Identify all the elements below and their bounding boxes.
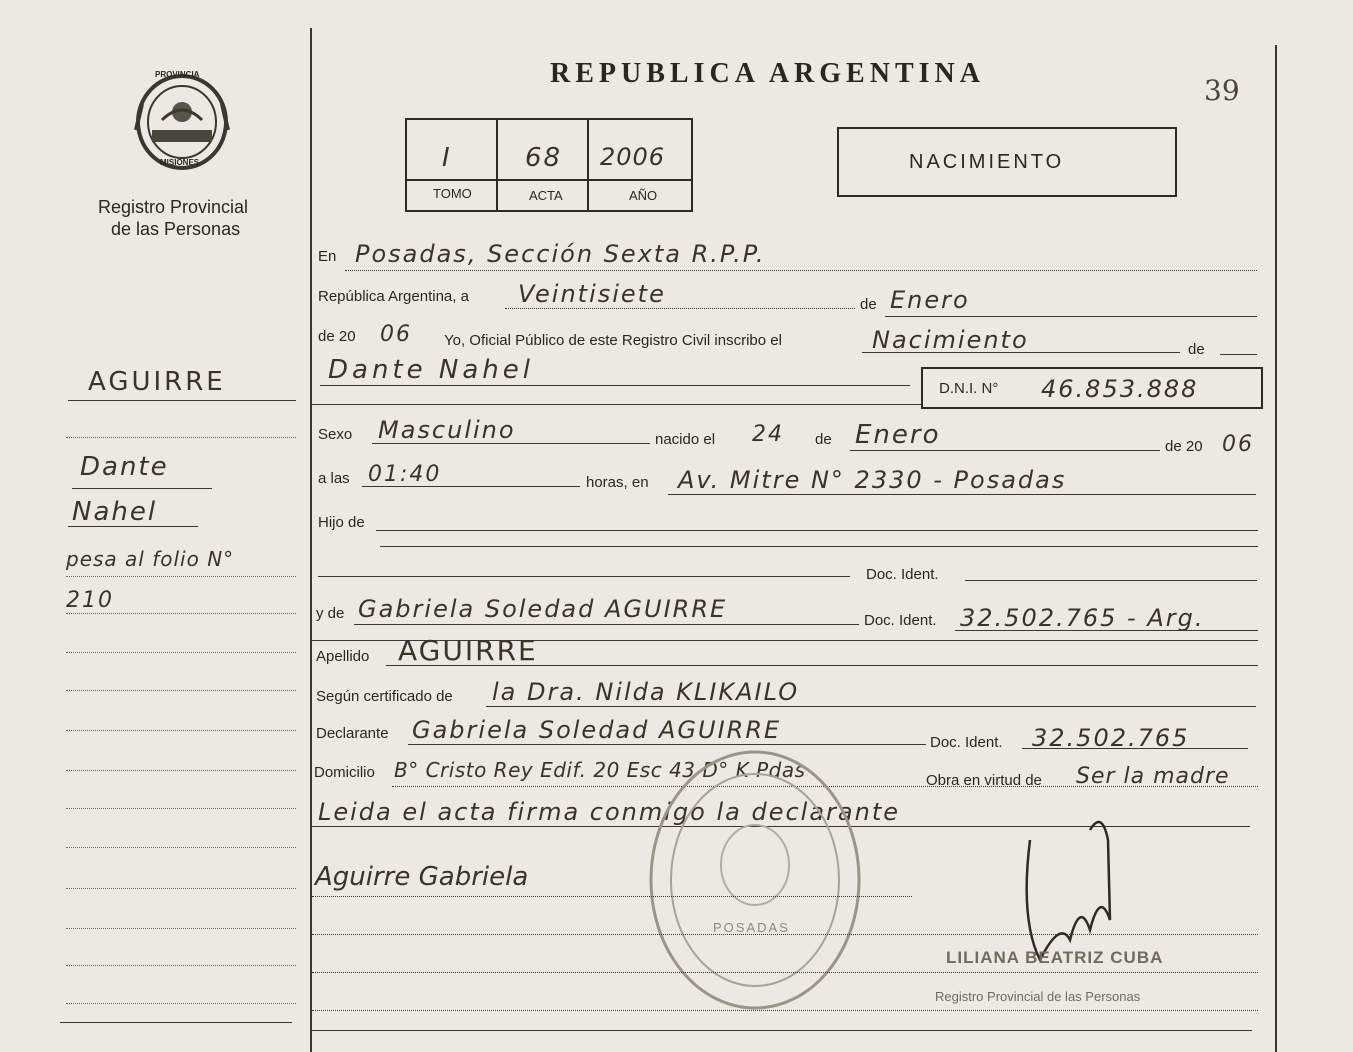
seal-top-text: PROVINCIA <box>155 70 200 79</box>
mes-value: Enero <box>890 286 970 314</box>
margin-name1: Dante <box>80 452 169 482</box>
margin-folio: 210 <box>66 588 114 613</box>
nacido-mes: Enero <box>855 420 941 450</box>
registry-name-line2: de las Personas <box>111 219 241 239</box>
certificado-value: la Dra. Nilda KLIKAILO <box>492 678 800 706</box>
doc-ident-label: Doc. Ident. <box>866 566 939 583</box>
alas-label: a las <box>318 470 350 487</box>
record-type-box <box>837 127 1177 197</box>
inscribo-value: Nacimiento <box>872 326 1029 354</box>
page-number: 39 <box>1204 74 1240 107</box>
oficial-text: Yo, Oficial Público de este Registro Civil inscribo el <box>444 332 782 349</box>
madre-doc: 32.502.765 - Arg. <box>960 604 1205 632</box>
segun-label: Según certificado de <box>316 688 453 705</box>
sexo-label: Sexo <box>318 426 353 443</box>
nacido-anio: 06 <box>1222 432 1254 457</box>
declarante-value: Gabriela Soledad AGUIRRE <box>412 716 782 744</box>
horas-label: horas, en <box>586 474 649 491</box>
anio-value: 2006 <box>600 143 666 171</box>
nacido-label: nacido el <box>655 431 716 448</box>
declarante-doc: 32.502.765 <box>1032 724 1190 752</box>
nombre-value: Dante Nahel <box>328 355 534 385</box>
leida-value: Leida el acta firma conmigo la declarante <box>318 798 901 826</box>
sexo-value: Masculino <box>378 416 516 444</box>
seal-bottom-text: MISIONES <box>160 158 200 167</box>
de20b-label: de 20 <box>1165 438 1203 455</box>
de20-label: de 20 <box>318 328 356 345</box>
domicilio-value: B° Cristo Rey Edif. 20 Esc 43 D° K Pdas <box>394 758 806 782</box>
apellido-value: AGUIRRE <box>398 634 538 667</box>
republica-label: República Argentina, a <box>318 288 469 305</box>
dni-box <box>921 367 1263 409</box>
official-stamp <box>645 745 865 1015</box>
en-label: En <box>318 248 337 265</box>
country-heading: REPUBLICA ARGENTINA <box>550 58 985 89</box>
en-value: Posadas, Sección Sexta R.P.P. <box>355 240 766 268</box>
doc-ident-label3: Doc. Ident. <box>930 734 1003 751</box>
nacido-dia: 24 <box>752 422 784 447</box>
anio-label: AÑO <box>629 188 658 203</box>
doc-ident-label2: Doc. Ident. <box>864 612 937 629</box>
dia-value: Veintisiete <box>518 280 666 308</box>
dni-value: 46.853.888 <box>1041 375 1199 403</box>
official-name: LILIANA BEATRIZ CUBA <box>946 948 1164 967</box>
apellido-label: Apellido <box>316 648 370 665</box>
de3-label: de <box>815 431 832 448</box>
margin-note: pesa al folio N° <box>66 547 235 571</box>
right-border-rule <box>1275 45 1277 1052</box>
left-margin-rule <box>310 28 312 1052</box>
acta-value: 68 <box>525 143 563 173</box>
lugar-value: Av. Mitre N° 2330 - Posadas <box>678 466 1067 494</box>
dni-label: D.N.I. N° <box>939 380 999 397</box>
tomo-label: TOMO <box>433 186 472 201</box>
margin-surname: AGUIRRE <box>88 367 226 397</box>
record-id-table <box>405 118 693 212</box>
registry-name-line1: Registro Provincial <box>98 197 249 217</box>
record-type-label: NACIMIENTO <box>909 151 1065 173</box>
domicilio-label: Domicilio <box>314 764 375 781</box>
de-label: de <box>860 296 877 313</box>
hijo-label: Hijo de <box>318 514 365 531</box>
tomo-value: I <box>442 143 452 173</box>
declarante-label: Declarante <box>316 725 389 742</box>
madre-value: Gabriela Soledad AGUIRRE <box>358 595 728 623</box>
hora-value: 01:40 <box>368 462 442 487</box>
declarante-signature: Aguirre Gabriela <box>315 862 529 892</box>
obra-value: Ser la madre <box>1076 764 1230 789</box>
yde-label: y de <box>316 605 345 622</box>
obra-label: Obra en virtud de <box>926 772 1042 789</box>
de2-label: de <box>1188 341 1205 358</box>
anio-value-form: 06 <box>380 322 412 347</box>
margin-name2: Nahel <box>72 497 158 527</box>
official-title: Registro Provincial de las Personas <box>935 989 1141 1004</box>
acta-label: ACTA <box>529 188 563 203</box>
stamp-city: POSADAS <box>713 920 790 935</box>
